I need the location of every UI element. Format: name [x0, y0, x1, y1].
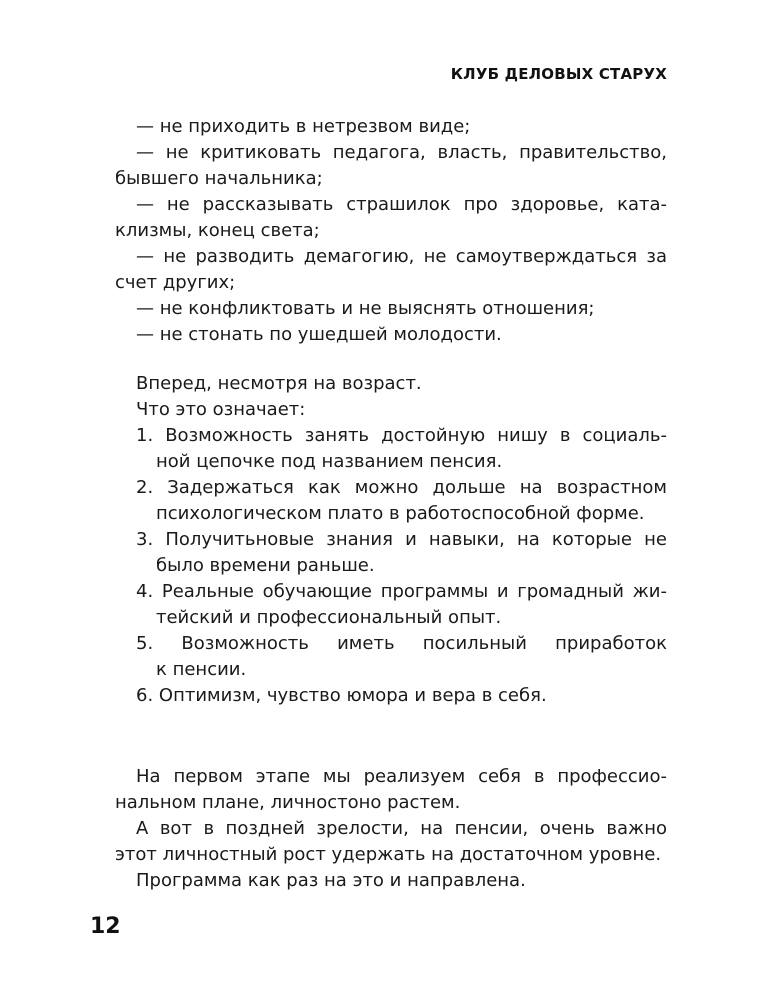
rule-line: бывшего начальника;	[115, 168, 323, 189]
list-item	[115, 475, 667, 527]
rule-line: — не приходить в нетрезвом виде;	[136, 116, 471, 137]
page-number: 12	[90, 914, 121, 939]
rule-line: — не критиковать педагога, власть, правительство,	[136, 142, 667, 163]
list-item-line: было времени раньше.	[156, 555, 375, 576]
running-title: КЛУБ ДЕЛОВЫХ СТАРУХ	[450, 65, 667, 83]
list-item	[115, 527, 667, 579]
closing-line: На первом этапе мы реализуем себя в профессио-	[136, 766, 667, 787]
closing-block	[115, 764, 667, 894]
list-item	[115, 683, 667, 709]
motto-block	[115, 371, 667, 709]
rule-line: — не конфликтовать и не выяснять отношения;	[136, 298, 595, 319]
rule-line: клизмы, конец света;	[115, 220, 320, 241]
list-item-line: к пенсии.	[156, 659, 247, 680]
list-item-line: тейский и профессиональный опыт.	[156, 607, 502, 628]
closing-line: А вот в поздней зрелости, на пенсии, очень важно	[136, 818, 667, 839]
motto-title: Вперед, несмотря на возраст.	[136, 373, 422, 394]
list-item	[115, 631, 667, 683]
list-item-line: 4. Реальные обучающие программы и громадный жи-	[136, 581, 667, 602]
rule-line: — не стонать по ушедшей молодости.	[136, 324, 502, 345]
list-item	[115, 579, 667, 631]
rule-line: — не рассказывать страшилок про здоровье, ката-	[136, 194, 667, 215]
motto-question: Что это означает:	[136, 399, 306, 420]
list-item-line: 6. Оптимизм, чувство юмора и вера в себя.	[136, 685, 547, 706]
rules-block	[115, 114, 667, 348]
closing-line: нальном плане, личностоно растем.	[115, 792, 461, 813]
list-item	[115, 423, 667, 475]
rule-line: — не разводить демагогию, не самоутверждаться за	[136, 246, 667, 267]
rule-line: счет других;	[115, 272, 236, 293]
closing-line: этот личностный рост удержать на достаточном уровне.	[115, 844, 662, 865]
list-item-line: 2. Задержаться как можно дольше на возрастном	[136, 477, 667, 498]
list-item-line: 3. Получитьновые знания и навыки, на которые не	[136, 529, 667, 550]
list-item-line: психологическом плато в работоспособной форме.	[156, 503, 645, 524]
list-item-line: ной цепочке под названием пенсия.	[156, 451, 503, 472]
list-item-line: 1. Возможность занять достойную нишу в социаль-	[136, 425, 667, 446]
list-item-line: 5. Возможность иметь посильный приработок	[136, 633, 667, 654]
closing-line: Программа как раз на это и направлена.	[136, 870, 526, 891]
